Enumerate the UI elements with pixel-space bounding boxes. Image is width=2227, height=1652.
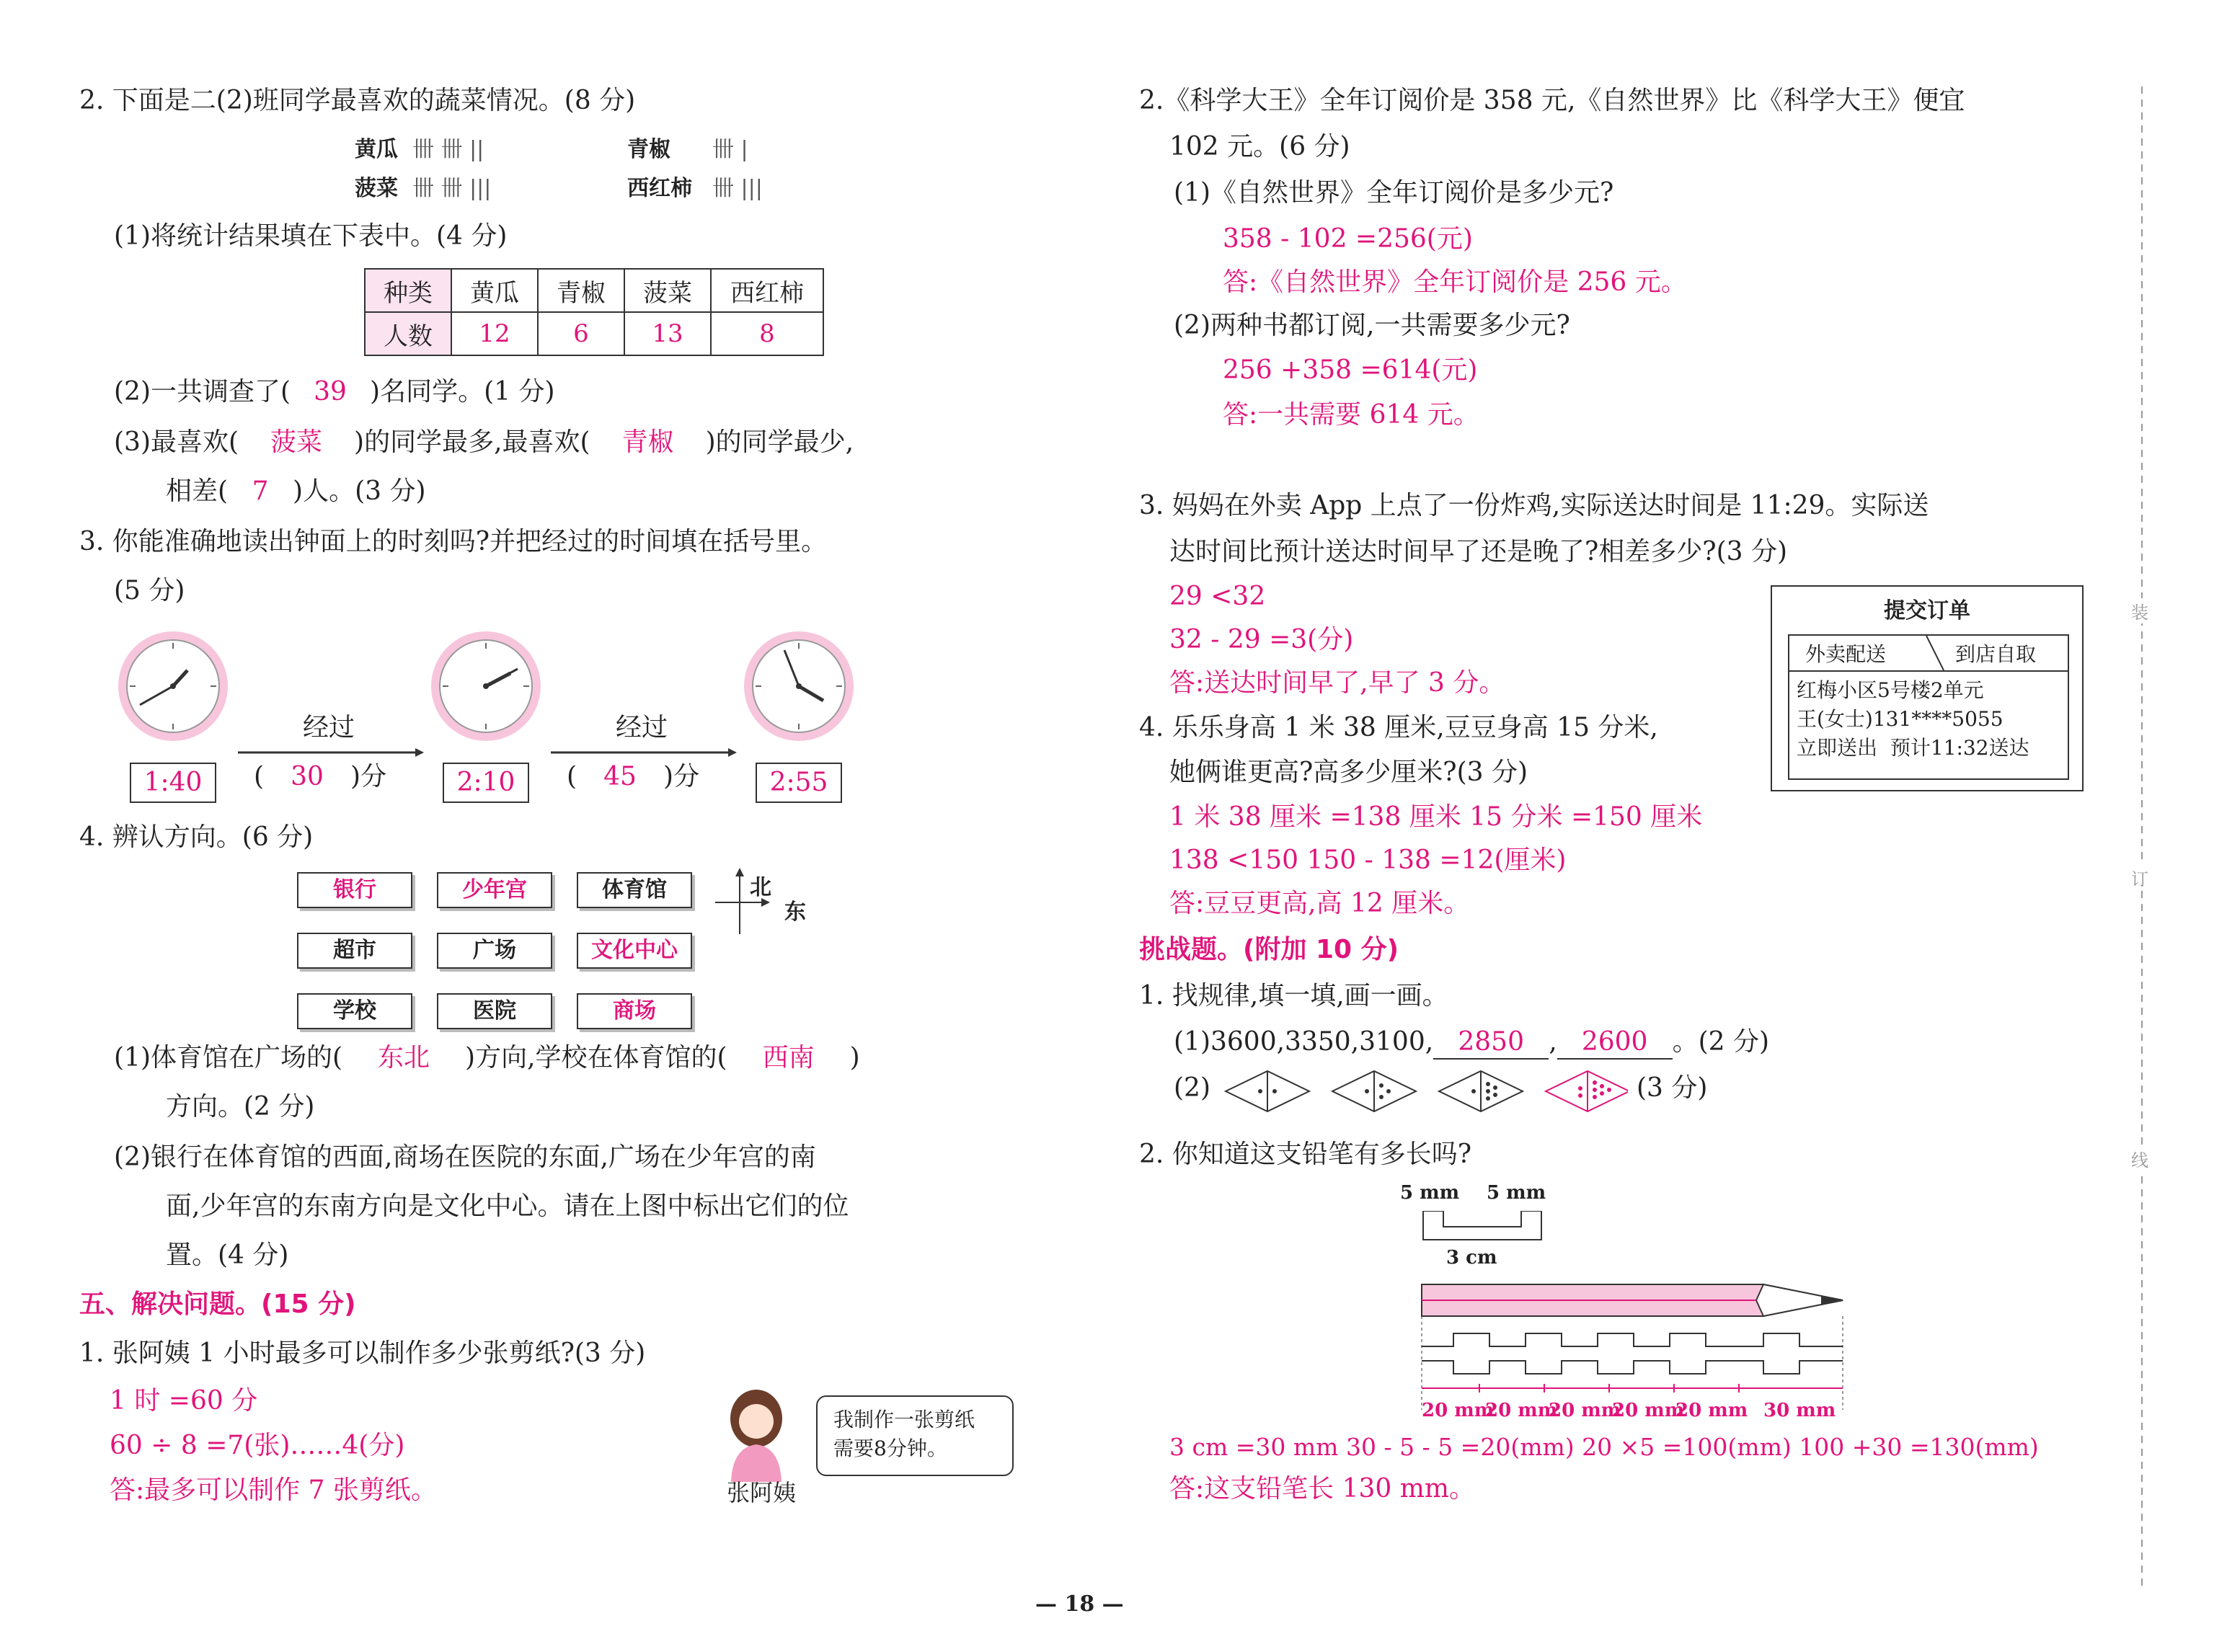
binding-char: 订 <box>2131 865 2148 890</box>
person-name: 张阿姨 <box>727 1479 797 1506</box>
table-header: 西红柿 <box>711 269 823 312</box>
time-box: 2:55 <box>756 763 842 803</box>
q4-title: 4. 辨认方向。(6 分) <box>79 822 314 852</box>
duration: ( 30 )分 <box>254 762 387 791</box>
text: )人。(3 分) <box>293 476 426 506</box>
r-q4-line1: 4. 乐乐身高 1 米 38 厘米,豆豆身高 15 分米, <box>1139 713 1658 742</box>
place-box: 商场 <box>577 993 692 1029</box>
clock-icon <box>115 629 231 744</box>
q2-title: 2. 下面是二(2)班同学最喜欢的蔬菜情况。(8 分) <box>79 86 636 115</box>
challenge-title: 挑战题。(附加 10 分) <box>1139 935 1399 964</box>
text: )的同学最少, <box>705 427 854 457</box>
section-title: 五、解决问题。(15 分) <box>79 1289 356 1319</box>
order-address: 红梅小区5号楼2单元 <box>1797 678 1984 702</box>
q3-score: (5 分) <box>114 576 185 605</box>
answer: 2850 <box>1433 1026 1549 1060</box>
vegetable-table <box>364 268 824 356</box>
r-q2-sub1: (1)《自然世界》全年订阅价是多少元? <box>1174 178 1614 208</box>
cm-label: 3 cm <box>1446 1247 1497 1269</box>
answer: 东北 <box>378 1043 430 1073</box>
table-header: 青椒 <box>538 269 624 312</box>
r-q3-line1: 3. 妈妈在外卖 App 上点了一份炸鸡,实际送达时间是 11:29。实际送 <box>1139 491 1929 520</box>
arrow-right-icon <box>551 747 738 758</box>
page-number: — 18 — <box>1035 1591 1124 1617</box>
table-header: 种类 <box>365 269 451 312</box>
speech-bubble <box>816 1395 1014 1476</box>
q5-1-title: 1. 张阿姨 1 小时最多可以制作多少张剪纸?(3 分) <box>79 1338 646 1368</box>
clock-icon <box>428 629 544 744</box>
order-contact: 王(女士)131****5055 <box>1797 707 2004 731</box>
order-info <box>1788 672 2069 780</box>
diamond-pattern <box>1224 1068 1628 1114</box>
pass-label: 经过 <box>303 713 355 742</box>
text: (3)最喜欢( <box>114 427 239 457</box>
clock-icon <box>741 629 856 744</box>
binding-char: 线 <box>2131 1146 2148 1171</box>
answer: 西南 <box>762 1043 815 1073</box>
text: (1)体育馆在广场的( <box>114 1043 343 1073</box>
zhang-ayi-illustration <box>717 1388 796 1482</box>
segment-label: 20 mm <box>1549 1400 1621 1421</box>
c2-title: 2. 你知道这支铅笔有多长吗? <box>1139 1140 1472 1169</box>
answer-line: 32 - 29 =3(分) <box>1169 625 1354 654</box>
mm-label: 5 mm <box>1400 1182 1460 1204</box>
segment-label: 20 mm <box>1485 1400 1558 1421</box>
tally-marks: 卌 卌 ||| <box>412 176 492 201</box>
q2-sub1: (1)将统计结果填在下表中。(4 分) <box>114 221 508 251</box>
time-box: 2:10 <box>443 763 529 803</box>
c1-sub1 <box>1174 1026 1769 1060</box>
place-box: 文化中心 <box>577 933 692 969</box>
pass-label: 经过 <box>616 713 668 742</box>
order-title: 提交订单 <box>1884 598 1970 623</box>
text: 。(2 分) <box>1672 1027 1770 1057</box>
tab-pickup: 到店自取 <box>1955 642 2037 666</box>
q4-sub2-line1: (2)银行在体育馆的西面,商场在医院的东面,广场在少年宫的南 <box>114 1142 816 1172</box>
tally-name: 黄瓜 <box>355 137 398 162</box>
unit: 分 <box>360 762 387 791</box>
text: 相差( <box>166 476 229 506</box>
q4-sub2-line2: 面,少年宫的东南方向是文化中心。请在上图中标出它们的位 <box>166 1191 849 1221</box>
q2-sub3-line2 <box>166 476 426 507</box>
place-box: 体育馆 <box>577 872 692 908</box>
q4-sub2-line3: 置。(4 分) <box>166 1240 289 1270</box>
answer: 菠菜 <box>270 427 323 457</box>
text: )的同学最多,最喜欢( <box>354 427 590 457</box>
answer-line: 答:这支铅笔长 130 mm。 <box>1169 1474 1476 1504</box>
answer: 39 <box>314 377 347 407</box>
answer: 青椒 <box>621 427 674 457</box>
table-cell: 6 <box>538 312 624 355</box>
answer-line: 答:送达时间早了,早了 3 分。 <box>1169 668 1505 698</box>
table-header: 黄瓜 <box>451 269 538 312</box>
mm-label: 5 mm <box>1487 1182 1546 1204</box>
answer: 7 <box>252 476 269 506</box>
text: ) <box>849 1043 860 1073</box>
tally-name: 西红柿 <box>627 176 692 201</box>
order-eta <box>1797 734 2068 763</box>
east-label: 东 <box>784 900 806 925</box>
bracket-shape <box>1422 1211 1544 1243</box>
tally-name: 青椒 <box>627 137 670 162</box>
order-tabs <box>1788 634 2069 672</box>
answer-line: 答:豆豆更高,高 12 厘米。 <box>1169 889 1470 918</box>
answer: 2600 <box>1557 1026 1673 1060</box>
arrow-right-icon <box>238 747 425 758</box>
place-box: 广场 <box>437 933 552 969</box>
answer-line: 1 时 =60 分 <box>110 1386 258 1416</box>
text: (1)3600,3350,3100, <box>1174 1027 1434 1057</box>
answer-line: 60 ÷ 8 =7(张)……4(分) <box>110 1431 405 1460</box>
answer-line: 答:《自然世界》全年订阅价是 256 元。 <box>1223 267 1687 297</box>
table-row-label: 人数 <box>365 312 451 355</box>
table-header: 菠菜 <box>624 269 711 312</box>
r-q3-line2: 达时间比预计送达时间早了还是晚了?相差多少?(3 分) <box>1169 537 1788 567</box>
place-box: 医院 <box>437 993 552 1029</box>
answer-line: 答:最多可以制作 7 张剪纸。 <box>110 1475 437 1505</box>
text: (2)一共调查了( <box>114 377 291 407</box>
bubble-line: 需要8分钟。 <box>833 1436 947 1460</box>
tab-divider <box>1925 636 1947 670</box>
table-cell: 12 <box>451 312 538 355</box>
table-cell: 13 <box>624 312 711 355</box>
place-box: 超市 <box>297 933 412 969</box>
answer-line: 256 +358 =614(元) <box>1223 355 1478 385</box>
table-cell: 8 <box>711 312 823 355</box>
tally-marks: 卌 | <box>712 137 748 162</box>
place-box: 学校 <box>297 993 412 1029</box>
place-box: 少年宫 <box>437 872 552 908</box>
answer-line: 29 <32 <box>1169 582 1266 611</box>
duration: ( 45 )分 <box>567 762 700 791</box>
q2-sub2 <box>114 376 555 408</box>
segment-label: 20 mm <box>1422 1400 1495 1421</box>
north-label: 北 <box>750 875 771 900</box>
q4-sub1-line2: 方向。(2 分) <box>166 1092 315 1122</box>
answer: 45 <box>603 762 637 791</box>
time-box: 1:40 <box>130 763 216 803</box>
text: )名同学。(1 分) <box>370 377 555 407</box>
r-q2-line2: 102 元。(6 分) <box>1169 132 1350 161</box>
text: , <box>1549 1027 1557 1057</box>
order-eta-text: 预计11:32送达 <box>1890 736 2029 760</box>
unit: 分 <box>673 762 700 791</box>
answer-line: 3 cm =30 mm 30 - 5 - 5 =20(mm) 20 ×5 =100(mm) 100 +30 =130(mm) <box>1169 1433 2039 1461</box>
r-q4-line2: 她俩谁更高?高多少厘米?(3 分) <box>1169 758 1528 787</box>
answer-line: 答:一共需要 614 元。 <box>1223 400 1479 430</box>
q3-title: 3. 你能准确地读出钟面上的时刻吗?并把经过的时间填在括号里。 <box>79 527 828 556</box>
answer: 30 <box>291 762 324 791</box>
order-card <box>1771 585 2084 791</box>
q2-sub3 <box>114 427 854 458</box>
binding-line <box>2138 86 2146 1586</box>
q4-sub1 <box>114 1042 860 1074</box>
tally-marks: 卌 ||| <box>712 176 763 201</box>
order-send: 立即送出 <box>1797 736 1878 760</box>
c1-sub2: (2) <box>1174 1073 1210 1103</box>
segment-label: 30 mm <box>1763 1400 1836 1421</box>
tab-delivery: 外卖配送 <box>1805 642 1887 666</box>
c1-sub2-score: (3 分) <box>1637 1073 1708 1103</box>
answer-line: 138 <150 150 - 138 =12(厘米) <box>1169 845 1567 875</box>
tally-name: 菠菜 <box>355 176 398 201</box>
segment-label: 20 mm <box>1612 1400 1685 1421</box>
r-q2-line1: 2.《科学大王》全年订阅价是 358 元,《自然世界》比《科学大王》便宜 <box>1139 86 1965 115</box>
answer-line: 358 - 102 =256(元) <box>1223 224 1473 254</box>
segment-label: 20 mm <box>1675 1400 1748 1421</box>
r-q2-sub2: (2)两种书都订阅,一共需要多少元? <box>1174 311 1570 340</box>
text: )方向,学校在体育馆的( <box>465 1043 727 1073</box>
tally-marks: 卌 卌 || <box>412 137 484 162</box>
bubble-line: 我制作一张剪纸 <box>833 1408 975 1431</box>
c1-title: 1. 找规律,填一填,画一画。 <box>1139 981 1448 1011</box>
binding-char: 装 <box>2131 598 2148 623</box>
answer-line: 1 米 38 厘米 =138 厘米 15 分米 =150 厘米 <box>1169 802 1703 832</box>
place-box: 银行 <box>297 872 412 908</box>
